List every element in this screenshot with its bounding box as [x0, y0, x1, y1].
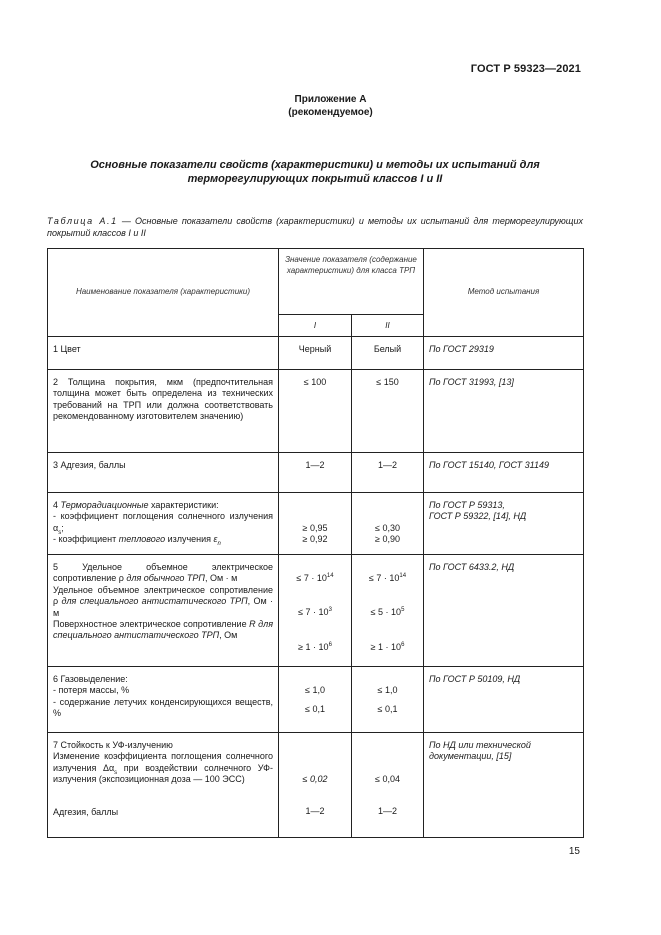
characteristics-table: [47, 248, 584, 838]
annex-subtitle: (рекомендуемое): [288, 107, 373, 118]
row-4-name: 4 Терморадиационные характеристики: - коэффициент поглощения солнечного излучения $\alpha_s$; - коэффициент теплового излучения $\varepsilon_n$: [48, 493, 279, 555]
row-7-value-i: ≤ 0,02 1—2: [279, 733, 352, 838]
row-5-name: 5 Удельное объемное электрическое сопротивление ρ для обычного ТРП, Ом · м Удельное объемное электрическое сопротивление ρ для специального антистатического ТРП, Ом · м Поверхностное электрическое сопротивление R для специального антистатического ТРП, Ом: [48, 555, 279, 667]
table-header-row: [48, 249, 584, 315]
row-3-name: 3 Адгезия, баллы: [48, 453, 279, 493]
rho-symbol: ρ: [53, 596, 59, 607]
table-caption-text: Основные показатели свойств (характеристики) и методы их испытаний для терморегулирующих покрытий классов I и II: [47, 216, 583, 238]
row-6-value-i: ≤ 1,0 ≤ 0,1: [279, 667, 352, 733]
table-caption-label: Таблица А.1: [47, 216, 118, 226]
row-5-value-ii: ≤ $7 \cdot 10^{14}$ ≤ $5 \cdot 10^5$ ≥ $1 \cdot 10^6$: [352, 555, 424, 667]
table-row: [48, 370, 584, 453]
row-1-method: По ГОСТ 29319: [424, 337, 584, 370]
table-row: [48, 493, 584, 555]
row-3-value-ii: 1—2: [352, 453, 424, 493]
class-i-cell: I: [279, 315, 352, 337]
rho-symbol: ρ: [118, 573, 124, 584]
row-2-name: 2 Толщина покрытия, мкм (предпочтительная толщина может быть определена из технических требований на ТРП или должна соответствовать рекомендованному изготовителем значению): [48, 370, 279, 453]
row-3-value-i: 1—2: [279, 453, 352, 493]
row-6-name: 6 Газовыделение: - потеря массы, % - содержание летучих конденсирующихся веществ, %: [48, 667, 279, 733]
row-4-method: По ГОСТ Р 59313, ГОСТ Р 59322, [14], НД: [424, 493, 584, 555]
table-caption-dash: —: [117, 216, 135, 226]
table-row: [48, 555, 584, 667]
row-3-method: По ГОСТ 15140, ГОСТ 31149: [424, 453, 584, 493]
row-1-value-ii: Белый: [352, 337, 424, 370]
annex-main-title: Основные показатели свойств (характеристики) и методы их испытаний для терморегулирующих покрытий классов I и II: [90, 159, 540, 185]
row-2-value-i: ≤ 100: [279, 370, 352, 453]
class-ii-cell: II: [352, 315, 424, 337]
annex-heading: [0, 93, 661, 119]
row-6-value-ii: ≤ 1,0 ≤ 0,1: [352, 667, 424, 733]
row-7-name: 7 Стойкость к УФ-излучению Изменение коэффициента поглощения солнечного излучения $\Delta\alpha_s$ при воздействии солнечного УФ-излучения (экспозиционная доза — 100 ЭСС) Адгезия, баллы: [48, 733, 279, 838]
epsilon-symbol: ε: [213, 534, 218, 545]
page-number: 15: [568, 846, 580, 857]
table-row: [48, 337, 584, 370]
document-code: ГОСТ Р 59323—2021: [470, 63, 581, 75]
table-row: [48, 453, 584, 493]
header-method-cell: Метод испытания: [424, 249, 584, 337]
row-5-method: По ГОСТ 6433.2, НД: [424, 555, 584, 667]
row-4-value-i: ≥ 0,95 ≥ 0,92: [279, 493, 352, 555]
row-7-method: По НД или технической документации, [15]: [424, 733, 584, 838]
row-1-name: 1 Цвет: [48, 337, 279, 370]
row-1-value-i: Черный: [279, 337, 352, 370]
table-row: [48, 667, 584, 733]
row-2-method: По ГОСТ 31993, [13]: [424, 370, 584, 453]
row-2-value-ii: ≤ 150: [352, 370, 424, 453]
header-name-cell: Наименование показателя (характеристики): [48, 249, 279, 337]
row-7-value-ii: ≤ 0,04 1—2: [352, 733, 424, 838]
header-values-cell: Значение показателя (содержание характеристики) для класса ТРП: [279, 249, 424, 315]
delta-alpha-symbol: Δα: [102, 762, 115, 773]
table-caption: [47, 215, 583, 239]
annex-title: Приложение А: [294, 94, 367, 105]
table-row: [48, 733, 584, 838]
alpha-symbol: α: [53, 522, 59, 533]
row-4-value-ii: ≤ 0,30 ≥ 0,90: [352, 493, 424, 555]
row-5-value-i: ≤ $7 \cdot 10^{14}$ ≤ $7 \cdot 10^3$ ≥ $1 \cdot 10^6$: [279, 555, 352, 667]
row-6-method: По ГОСТ Р 50109, НД: [424, 667, 584, 733]
